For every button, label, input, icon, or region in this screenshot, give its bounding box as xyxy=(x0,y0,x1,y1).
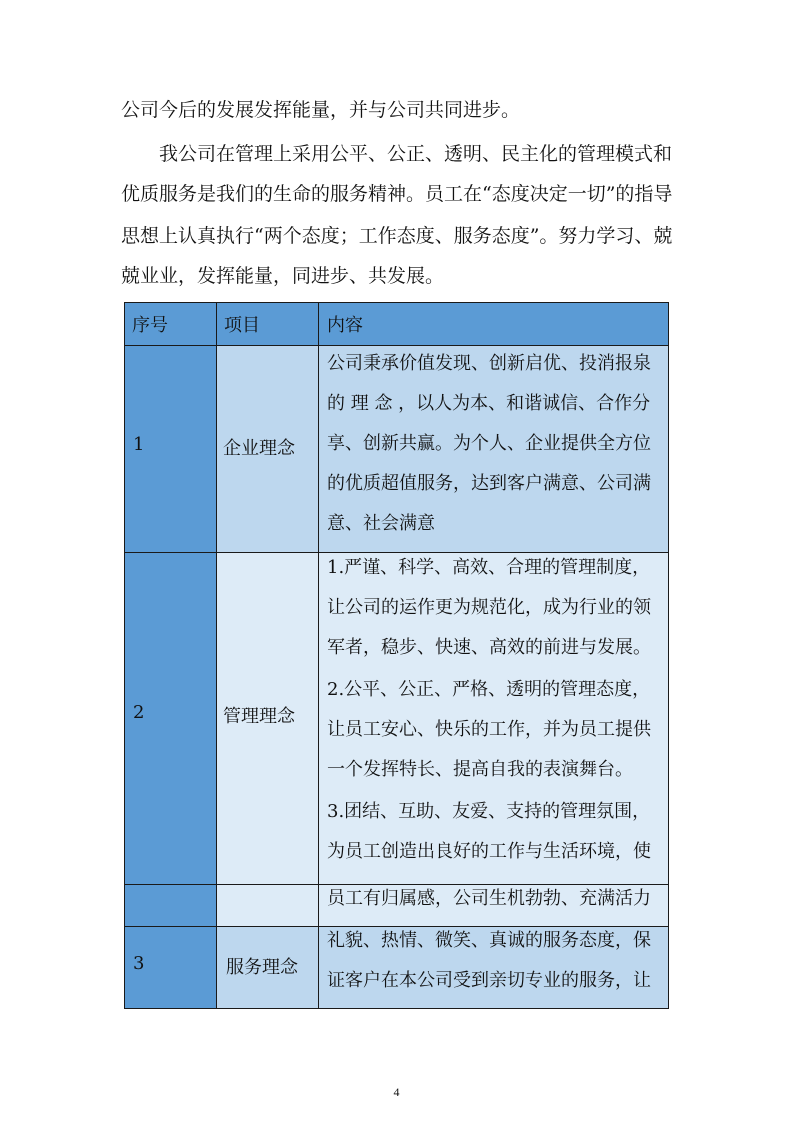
row-1-content-line: 的 理 念 ，以人为本、和谐诚信、合作分 xyxy=(327,393,651,414)
header-label-item: 项目 xyxy=(224,315,260,336)
row-3-number: 3 xyxy=(133,953,145,974)
page-number: 4 xyxy=(393,1085,400,1099)
row-3-content-line: 证客户在本公司受到亲切专业的服务，让 xyxy=(327,970,651,991)
row-2-number: 2 xyxy=(133,702,145,723)
row-cont-content-line: 员工有归属感，公司生机勃勃、充满活力 xyxy=(327,888,651,909)
paragraph-line: 思想上认真执行“两个态度；工作态度、服务态度”。努力学习、兢 xyxy=(121,225,673,247)
row-3-content-line: 礼貌、热情、微笑、真诚的服务态度，保 xyxy=(327,930,651,951)
row-2-content-line: 一个发挥特长、提高自我的表演舞台。 xyxy=(327,759,633,780)
row-1-content-line: 意、社会满意 xyxy=(327,513,435,534)
table-row-cont-item-cell xyxy=(216,884,319,927)
row-2-content-line: 3.团结、互助、友爱、支持的管理氛围， xyxy=(327,801,651,822)
row-1-content-line: 享、创新共赢。为个人、企业提供全方位 xyxy=(327,433,651,454)
header-label-num: 序号 xyxy=(132,315,168,336)
row-2-content-line: 让公司的运作更为规范化，成为行业的领 xyxy=(327,597,651,618)
row-1-content-line: 的优质超值服务，达到客户满意、公司满 xyxy=(327,473,651,494)
row-2-content-line: 2.公平、公正、严格、透明的管理态度， xyxy=(327,679,651,700)
row-2-content-line: 军者，稳步、快速、高效的前进与发展。 xyxy=(327,637,651,658)
row-2-content-line: 让员工安心、快乐的工作，并为员工提供 xyxy=(327,719,651,740)
row-1-content-line: 公司秉承价值发现、创新启优、投消报泉 xyxy=(327,353,651,374)
header-label-content: 内容 xyxy=(327,315,363,336)
paragraph-line: 优质服务是我们的生命的服务精神。员工在“态度决定一切”的指导 xyxy=(121,183,673,205)
row-2-item: 管理理念 xyxy=(223,706,295,727)
paragraph-line: 公司今后的发展发挥能量，并与公司共同进步。 xyxy=(121,99,521,121)
row-2-content-line: 为员工创造出良好的工作与生活环境，使 xyxy=(327,841,651,862)
table-row-cont-num-cell xyxy=(124,884,217,927)
header-cell-content xyxy=(318,302,669,346)
paragraph-line: 我公司在管理上采用公平、公正、透明、民主化的管理模式和 xyxy=(121,143,673,165)
paragraph-line: 兢业业，发挥能量，同进步、共发展。 xyxy=(121,265,445,287)
row-2-content-line: 1.严谨、科学、高效、合理的管理制度， xyxy=(327,557,651,578)
row-1-item: 企业理念 xyxy=(223,438,295,459)
row-3-item: 服务理念 xyxy=(226,957,298,978)
row-1-number: 1 xyxy=(133,434,145,455)
